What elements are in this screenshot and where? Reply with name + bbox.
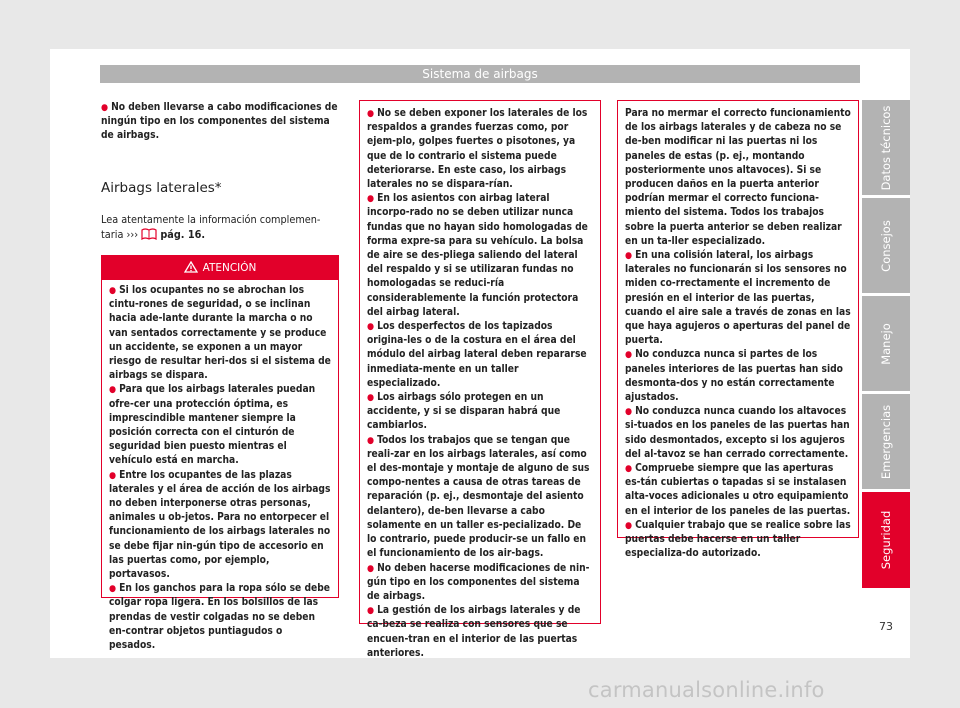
tab-emergencias[interactable]	[862, 394, 910, 489]
warning-triangle-icon	[184, 261, 198, 273]
tab-seguridad[interactable]	[862, 492, 910, 588]
list-item	[109, 383, 331, 468]
list-item	[625, 405, 851, 462]
list-item-text: La gestión de los airbags laterales y de ca-beza se realiza con sensores que se encuen-tran en el interior de las puertas anteriores.	[367, 605, 581, 659]
bullet-icon: ●	[109, 286, 117, 296]
bullet-icon: ●	[109, 385, 117, 396]
list-item-text: No deben hacerse modificaciones de nin-gún tipo en los componentes del sistema de airbags.	[367, 562, 590, 602]
bullet-icon: ●	[101, 103, 109, 113]
list-item	[367, 320, 593, 391]
ref-page-link[interactable]: pág. 16.	[160, 228, 206, 241]
tab-consejos[interactable]	[862, 198, 910, 293]
list-item-text: Todos los trabajos que se tengan que reali-zar en los airbags laterales, así como el des-montaje y montaje de alguno de sus compo-nentes a causa de otras tareas de reparación (p. ej., desmontaje del asiento delantero), de-ben llevarse a cabo solamente en un taller es-pecializado. De lo contrario, puede producir-se un fallo en el funcionamiento de los air-bags.	[367, 434, 590, 560]
bullet-icon: ●	[109, 470, 117, 481]
list-item	[109, 469, 331, 583]
warning-box	[101, 255, 339, 652]
warning-header	[102, 256, 338, 280]
bullet-icon: ●	[625, 407, 633, 418]
page-number: 73	[879, 620, 893, 633]
tab-label: Emergencias	[879, 404, 893, 479]
list-item	[109, 582, 331, 653]
list-item-text: Entre los ocupantes de las plazas laterales y el área de acción de los airbags no deben interponerse otras personas, animales u ob-jetos. Para no entorpecer el funcionamiento de los airbags laterales no se debe fijar nin-gún tipo de accesorio en las puertas como, por ejemplo, portavasos.	[109, 469, 331, 581]
tab-datos-tecnicos[interactable]	[862, 100, 910, 195]
book-reference-icon	[141, 228, 157, 240]
list-item	[625, 519, 851, 562]
warning-title: ATENCIÓN	[202, 262, 257, 274]
intro-text: Lea atentamente la información complemen-taria	[101, 213, 321, 241]
bullet-text: No deben llevarse a cabo modificaciones de ningún tipo en los componentes del sistema de airbags.	[101, 102, 338, 142]
bullet-icon: ●	[625, 464, 633, 475]
page-header: Sistema de airbags	[100, 65, 860, 83]
watermark: carmanualsonline.info	[588, 678, 825, 702]
bullet-icon: ●	[109, 584, 117, 595]
list-item	[367, 192, 593, 320]
list-item-text: No se deben exponer los laterales de los respaldos a grandes fuerzas como, por ejem-plo, golpes fuertes o pisotones, ya que de lo contrario el sistema puede deteriorarse. En este caso, los airbags laterales no se dispara-rían.	[367, 108, 588, 191]
list-item	[367, 604, 593, 661]
col3-box	[617, 100, 859, 560]
list-item	[109, 284, 331, 383]
bullet-icon: ●	[367, 393, 375, 404]
list-item-text: Si los ocupantes no se abrochan los cintu-rones de seguridad, o se inclinan hacia ade-lante durante la marcha o no van sentados correctamente y se produce un accidente, se exponen a un mayor riesgo de resultar heri-dos si el sistema de airbags se dispara.	[109, 285, 331, 382]
tab-label: Manejo	[879, 322, 893, 365]
list-item	[367, 562, 593, 605]
bullet-icon: ●	[625, 251, 633, 262]
list-item-text: Cualquier trabajo que se realice sobre las puertas debe hacerse en un taller especializa-do autorizado.	[625, 519, 851, 560]
bullet-icon: ●	[625, 520, 633, 531]
list-item-text: No conduzca nunca cuando los altavoces si-tuados en los paneles de las puertas han sido desmontados, excepto si los agujeros del al-tavoz se han cerrado correctamente.	[625, 406, 850, 460]
list-item	[367, 434, 593, 562]
col2-box	[359, 100, 601, 659]
tab-label: Seguridad	[879, 510, 893, 570]
list-item	[625, 348, 851, 405]
list-item-text: En los asientos con airbag lateral incorpo-rado no se deben utilizar nunca fundas que no hayan sido homologadas de forma expre-sa para su vehículo. La bolsa de aire se des-pliega saliendo del lateral del respaldo y si se utilizaran fundas no homologadas se reduci-ría considerablemente la función protectora del airbag lateral.	[367, 193, 588, 318]
bullet-icon: ●	[367, 606, 375, 617]
ref-arrows: ›››	[126, 228, 139, 241]
bullet-icon: ●	[367, 194, 375, 205]
tab-manejo[interactable]	[862, 296, 910, 391]
bullet-icon: ●	[367, 109, 375, 119]
col1-top-bullet	[101, 101, 339, 144]
list-item-text: Para que los airbags laterales puedan ofre-cer una protección óptima, es imprescindible mantener siempre la posición correcta con el cinturón de seguridad bien puesto mientras el vehículo está en marcha.	[109, 384, 316, 467]
bullet-icon: ●	[367, 435, 375, 446]
tab-label: Datos técnicos	[879, 105, 893, 190]
list-item	[367, 107, 593, 192]
list-item-text: Los desperfectos de los tapizados origina-les o de la costura en el área del módulo del airbag lateral deben repararse inmediata-mente en un taller especializado.	[367, 321, 587, 389]
list-item	[625, 249, 851, 348]
list-item	[625, 462, 851, 519]
list-item	[367, 391, 593, 434]
bullet-icon: ●	[625, 350, 633, 361]
warning-list	[102, 280, 338, 653]
list-item-text: Los airbags sólo protegen en un accidente, y si se disparan habrá que cambiarlos.	[367, 392, 561, 432]
bullet-icon: ●	[367, 563, 375, 574]
bullet-icon: ●	[367, 322, 375, 333]
section-title: Airbags laterales*	[101, 180, 222, 196]
list-item-text: No conduzca nunca si partes de los paneles interiores de las puertas han sido desmonta-dos y no están correctamente ajustados.	[625, 349, 843, 404]
list-item-text: En una colisión lateral, los airbags laterales no funcionarán si los sensores no miden co-rrectamente el incremento de presión en el interior de las puertas, cuando el aire sale a través de zonas en las que haya agujeros o aperturas del panel de puerta.	[625, 250, 851, 347]
intro-paragraph	[101, 212, 339, 242]
list-item-text: En los ganchos para la ropa sólo se debe colgar ropa ligera. En los bolsillos de las prendas de vestir colgadas no se deben en-contrar objetos puntiagudos o pesados.	[109, 583, 331, 652]
list-item-text: Compruebe siempre que las aperturas es-tán cubiertas o tapadas si se instalasen alta-voces adicionales u otro equipamiento en el interior de los paneles de las puertas.	[625, 463, 851, 517]
tab-label: Consejos	[879, 219, 893, 272]
col3-intro: Para no mermar el correcto funcionamiento de los airbags laterales y de cabeza no se de-ben modificar ni las puertas ni los paneles de estas (p. ej., montando posteriormente unos altavoces). Si se producen daños en la puerta anterior podrían mermar el correcto funciona-miento del sistema. Todos los trabajos sobre la puerta anterior se deben realizar en un ta-ller especializado.	[625, 108, 851, 247]
